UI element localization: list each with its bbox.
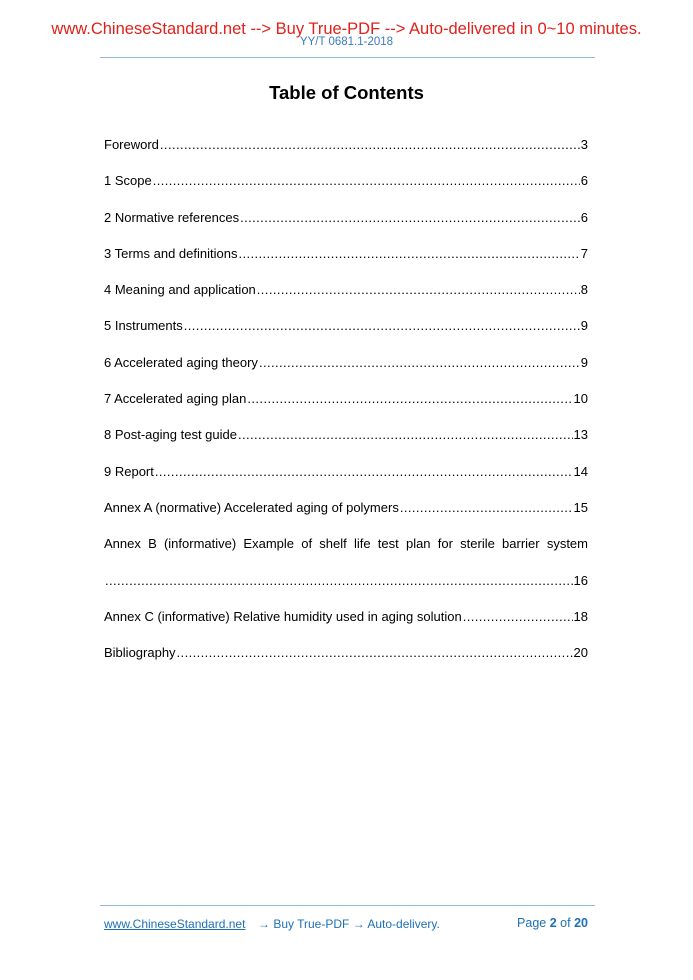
toc-entry-label: 9 Report — [104, 463, 154, 479]
toc-entry-label: Annex C (informative) Relative humidity used in aging solution — [104, 608, 462, 624]
toc-entry-page: 20 — [573, 645, 588, 661]
toc-entry-label: Foreword — [104, 137, 159, 152]
toc-entry-post-aging-guide[interactable] — [104, 427, 588, 463]
page-current: 2 — [549, 916, 557, 930]
toc-leader-dots — [155, 464, 573, 479]
toc-leader-dots — [257, 282, 580, 297]
toc-entry-page: 15 — [573, 499, 588, 515]
page-of-word: of — [560, 916, 571, 930]
toc-entry-page: 8 — [580, 282, 588, 298]
toc-leader-dots — [400, 500, 573, 515]
toc-entry-page: 7 — [580, 245, 588, 261]
footer-site-link[interactable]: www.ChineseStandard.net — [104, 917, 246, 931]
toc-entry-page: 13 — [573, 427, 588, 443]
page-total: 20 — [574, 916, 588, 930]
toc-leader-dots — [160, 137, 580, 152]
footer-delivery-text: → Buy True-PDF → Auto-delivery. — [258, 917, 440, 931]
toc-entry-label: 1 Scope — [104, 173, 152, 189]
toc-entry-page: 6 — [580, 173, 588, 189]
toc-entry-normative-references[interactable] — [104, 210, 588, 246]
toc-leader-dots — [184, 318, 580, 333]
toc-entry-scope[interactable] — [104, 173, 588, 209]
toc-entry-label: 6 Accelerated aging theory — [104, 354, 258, 370]
page-title: Table of Contents — [269, 82, 424, 103]
document-id: YY/T 0681.1-2018 — [299, 36, 394, 48]
header-banner-link[interactable]: www.ChineseStandard.net --> Buy True-PDF --> Auto-delivered in 0~10 minutes. — [51, 20, 642, 38]
toc-entry-label: 5 Instruments — [104, 318, 183, 334]
toc-entry-meaning-application[interactable] — [104, 282, 588, 318]
toc-entry-terms-definitions[interactable] — [104, 246, 588, 282]
toc-entry-bibliography[interactable] — [104, 645, 588, 681]
toc-entry-report[interactable] — [104, 464, 588, 500]
toc-leader-dots — [463, 609, 573, 624]
page-number — [517, 916, 588, 930]
toc-entry-page: 9 — [580, 318, 588, 334]
toc-entry-page: 3 — [580, 137, 588, 152]
toc-entry-label: 2 Normative references — [104, 209, 240, 225]
toc-entry-page: 14 — [573, 463, 588, 479]
toc-leader-dots — [153, 173, 580, 188]
toc-entry-annex-b-page-line[interactable] — [104, 573, 588, 609]
page-word: Page — [517, 916, 547, 930]
toc-entry-page: 16 — [573, 572, 588, 588]
toc-entry-label: 8 Post-aging test guide — [104, 427, 237, 443]
toc-entry-aging-plan[interactable] — [104, 391, 588, 427]
toc-entry-label: 4 Meaning and application — [104, 282, 256, 298]
toc-leader-dots — [238, 246, 579, 261]
toc-leader-dots — [177, 645, 573, 660]
table-of-contents — [104, 137, 588, 681]
toc-entry-page: 18 — [573, 608, 588, 624]
toc-leader-dots — [247, 391, 572, 406]
footer-divider — [100, 905, 595, 906]
toc-entry-label: 7 Accelerated aging plan — [104, 391, 247, 407]
toc-entry-annex-c[interactable] — [104, 609, 588, 645]
toc-entry-page: 6 — [580, 209, 588, 225]
toc-entry-aging-theory[interactable] — [104, 355, 588, 391]
toc-entry-label: Annex B (informative) Example of shelf life test plan for sterile barrier system — [104, 536, 588, 552]
toc-entry-label: 3 Terms and definitions — [104, 245, 238, 261]
toc-leader-dots — [240, 210, 580, 225]
toc-entry-annex-b[interactable] — [104, 536, 588, 572]
toc-leader-dots — [238, 427, 573, 442]
toc-entry-page: 9 — [580, 354, 588, 370]
toc-entry-foreword[interactable] — [104, 137, 588, 173]
toc-entry-instruments[interactable] — [104, 318, 588, 354]
header-divider — [100, 57, 595, 58]
toc-leader-dots — [105, 573, 573, 588]
toc-entry-page: 10 — [573, 391, 588, 407]
toc-entry-label: Bibliography — [104, 645, 176, 661]
toc-leader-dots — [259, 355, 580, 370]
toc-entry-label: Annex A (normative) Accelerated aging of polymers — [104, 499, 399, 515]
toc-entry-annex-a[interactable] — [104, 500, 588, 536]
